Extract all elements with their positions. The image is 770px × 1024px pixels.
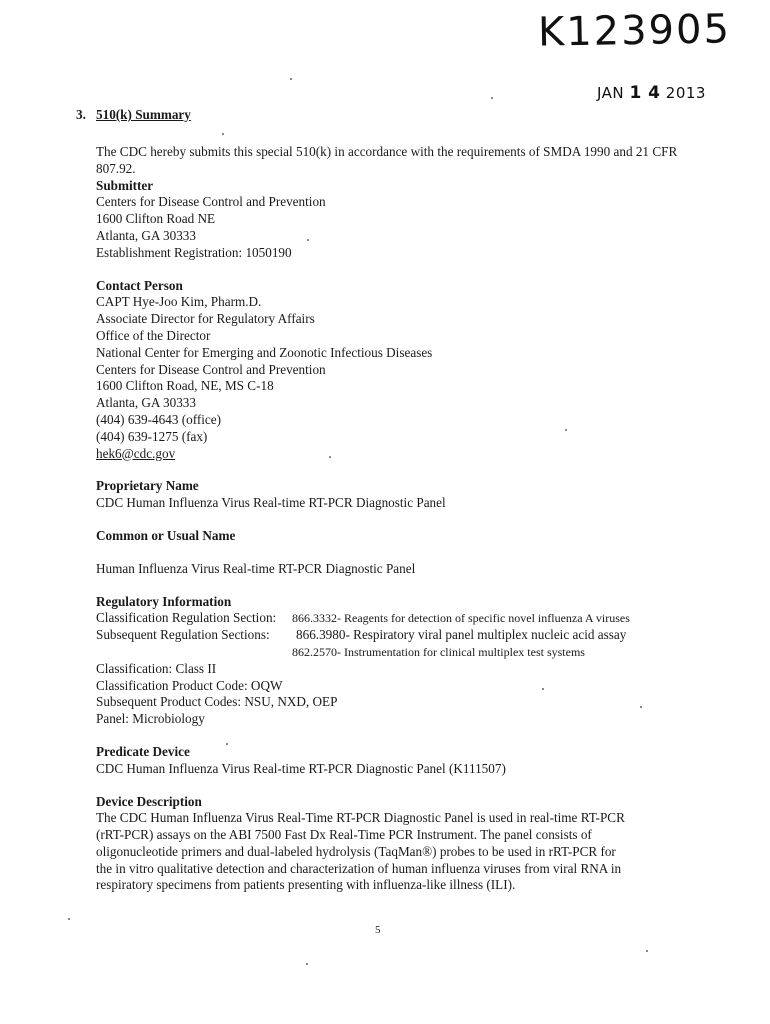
proprietary-heading: Proprietary Name (96, 478, 199, 494)
contact-line: CAPT Hye-Joo Kim, Pharm.D. (96, 294, 262, 310)
intro-paragraph: The CDC hereby submits this special 510(k) in accordance with the requirements of SMDA 1990 and 21 CFR 807.92. (96, 144, 678, 176)
common-name-heading: Common or Usual Name (96, 527, 236, 543)
scan-speck (307, 239, 309, 241)
scan-speck (491, 97, 493, 99)
regulatory-line: Subsequent Product Codes: NSU, NXD, OEP (96, 694, 338, 710)
page-number: 5 (375, 924, 381, 936)
scan-speck (290, 78, 292, 80)
device-description-line: the in vitro qualitative detection and characterization of human influenza viruses from viral RNA in (96, 860, 622, 876)
scan-speck (68, 918, 70, 920)
common-name-section (96, 528, 696, 578)
contact-line: 1600 Clifton Road, NE, MS C-18 (96, 378, 274, 394)
subsequent-regulation-value: 866.3980- Respiratory viral panel multiplex nucleic acid assay (296, 627, 627, 643)
scan-speck (646, 950, 648, 952)
contact-line: (404) 639-4643 (office) (96, 411, 221, 427)
device-description-section (96, 794, 696, 895)
contact-email-link[interactable]: hek6@cdc.gov (96, 445, 176, 461)
contact-line: Centers for Disease Control and Prevention (96, 361, 326, 377)
regulatory-heading: Regulatory Information (96, 593, 232, 609)
submitter-line: 1600 Clifton Road NE (96, 211, 216, 227)
device-description-line: (rRT-PCR) assays on the ABI 7500 Fast Dx Real-Time PCR Instrument. The panel consists of (96, 827, 592, 843)
proprietary-value: CDC Human Influenza Virus Real-time RT-PCR Diagnostic Panel (96, 495, 446, 511)
date-stamp (597, 85, 706, 102)
device-description-heading: Device Description (96, 793, 202, 809)
scan-speck (306, 963, 308, 965)
contact-section (96, 278, 696, 463)
section-number: 3. (76, 107, 86, 122)
device-description-line: oligonucleotide primers and dual-labeled hydrolysis (TaqMan®) probes to be used in rRT-PCR for (96, 843, 616, 859)
document-body (96, 144, 696, 894)
scan-speck (329, 456, 331, 458)
proprietary-section (96, 478, 696, 512)
subsequent-regulation-value-2: 862.2570- Instrumentation for clinical multiplex test systems (292, 644, 585, 659)
device-description-line: The CDC Human Influenza Virus Real-Time RT-PCR Diagnostic Panel is used in real-time RT-PCR (96, 810, 625, 826)
handwritten-k-number: K123905 (537, 6, 732, 56)
subsequent-regulation-row-2 (96, 644, 696, 661)
scan-speck (640, 706, 642, 708)
submitter-heading: Submitter (96, 177, 154, 193)
regulatory-section (96, 594, 696, 728)
classification-regulation-label: Classification Regulation Section: (96, 610, 277, 626)
classification-regulation-value: 866.3332- Reagents for detection of specific novel influenza A viruses (292, 611, 630, 626)
submitter-line: Atlanta, GA 30333 (96, 227, 196, 243)
predicate-section (96, 744, 696, 778)
submitter-line: Centers for Disease Control and Prevention (96, 194, 326, 210)
regulatory-line: Classification Product Code: OQW (96, 677, 283, 693)
contact-line: Office of the Director (96, 327, 211, 343)
contact-line: Associate Director for Regulatory Affairs (96, 311, 315, 327)
predicate-heading: Predicate Device (96, 743, 190, 759)
classification-regulation-row (96, 610, 696, 627)
predicate-value: CDC Human Influenza Virus Real-time RT-PCR Diagnostic Panel (K111507) (96, 760, 506, 776)
contact-line: (404) 639-1275 (fax) (96, 428, 208, 444)
scan-speck (542, 688, 544, 690)
contact-line: National Center for Emerging and Zoonotic Infectious Diseases (96, 344, 433, 360)
regulatory-line: Panel: Microbiology (96, 711, 205, 727)
contact-heading: Contact Person (96, 277, 183, 293)
submitter-section (96, 178, 696, 262)
scan-speck (226, 743, 228, 745)
date-stamp-day: 1 4 (629, 83, 661, 103)
device-description-line: respiratory specimens from patients presenting with influenza-like illness (ILI). (96, 877, 516, 893)
subsequent-regulation-row (96, 627, 696, 644)
date-stamp-year: 2013 (665, 84, 706, 102)
scan-speck (222, 133, 224, 135)
contact-line: Atlanta, GA 30333 (96, 395, 196, 411)
common-name-value: Human Influenza Virus Real-time RT-PCR Diagnostic Panel (96, 560, 416, 576)
regulatory-line: Classification: Class II (96, 660, 217, 676)
subsequent-regulation-label: Subsequent Regulation Sections: (96, 627, 270, 643)
section-title: 510(k) Summary (96, 107, 191, 122)
scan-speck (565, 429, 567, 431)
submitter-line: Establishment Registration: 1050190 (96, 244, 292, 260)
date-stamp-month: JAN (597, 84, 625, 102)
